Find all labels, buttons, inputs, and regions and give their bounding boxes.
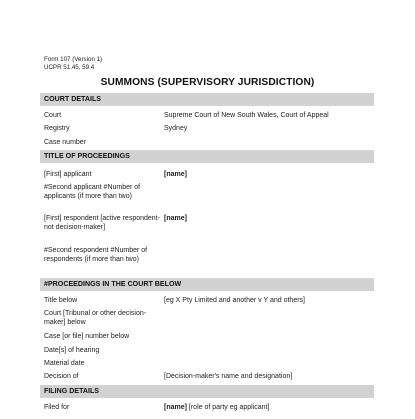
material-date-label: Material date [44, 360, 85, 367]
case-number-row [44, 138, 374, 148]
filed-for-value [164, 403, 374, 412]
second-respondent-row [44, 246, 374, 274]
court-below-label: Court [Tribunal or other decision-maker] below [44, 310, 147, 326]
dates-of-hearing-row [44, 346, 374, 356]
second-respondent-label: #Second respondent #Number of respondents (if more than two) [44, 247, 148, 263]
section-heading-proceedings-below: #PROCEEDINGS IN THE COURT BELOW [40, 278, 374, 291]
case-number-below-row [44, 332, 374, 342]
form-rules: UCPR 51.45, 59.4 [44, 64, 95, 71]
registry-value: Sydney [164, 125, 188, 132]
first-applicant-label: [First] applicant [44, 171, 92, 178]
decision-of-row [44, 372, 374, 382]
second-applicant-label: #Second applicant #Number of applicants (if more than two) [44, 184, 141, 200]
filed-for-label: Filed for [44, 404, 70, 411]
registry-label: Registry [44, 125, 70, 132]
title-below-row [44, 296, 374, 306]
registry-row [44, 124, 374, 134]
first-respondent-row [44, 214, 374, 242]
first-respondent-label: [First] respondent [active respondent- not decision-maker] [44, 215, 160, 231]
section-heading-title-of-proceedings: TITLE OF PROCEEDINGS [40, 150, 374, 163]
document-title: SUMMONS (SUPERVISORY JURISDICTION) [100, 77, 315, 88]
filed-for-role: [role of party eg applicant] [186, 404, 270, 411]
decision-of-label: Decision of [44, 373, 79, 380]
court-label: Court [44, 112, 62, 119]
case-number-label: Case number [44, 139, 87, 146]
first-applicant-value: [name] [164, 171, 187, 178]
decision-of-value: [Decision-maker's name and designation] [164, 373, 293, 380]
first-respondent-value: [name] [164, 215, 187, 222]
dates-of-hearing-label: Date[s] of hearing [44, 347, 100, 354]
court-row [44, 111, 374, 121]
section-heading-filing-details: FILING DETAILS [40, 385, 374, 398]
form-meta [44, 56, 102, 72]
court-value: Supreme Court of New South Wales, Court of Appeal [164, 112, 329, 119]
material-date-row [44, 359, 374, 369]
title-below-label: Title below [44, 297, 78, 304]
filed-for-name: [name] [164, 404, 187, 411]
case-number-below-label: Case [or file] number below [44, 333, 130, 340]
form-number: Form 107 (Version 1) [44, 56, 103, 63]
court-below-row [44, 309, 374, 329]
first-applicant-row [44, 170, 374, 180]
title-below-value: [eg X Pty Limited and another v Y and others] [164, 297, 305, 304]
filed-for-row [44, 403, 374, 413]
second-applicant-row [44, 183, 374, 203]
section-heading-court-details: COURT DETAILS [40, 93, 374, 106]
